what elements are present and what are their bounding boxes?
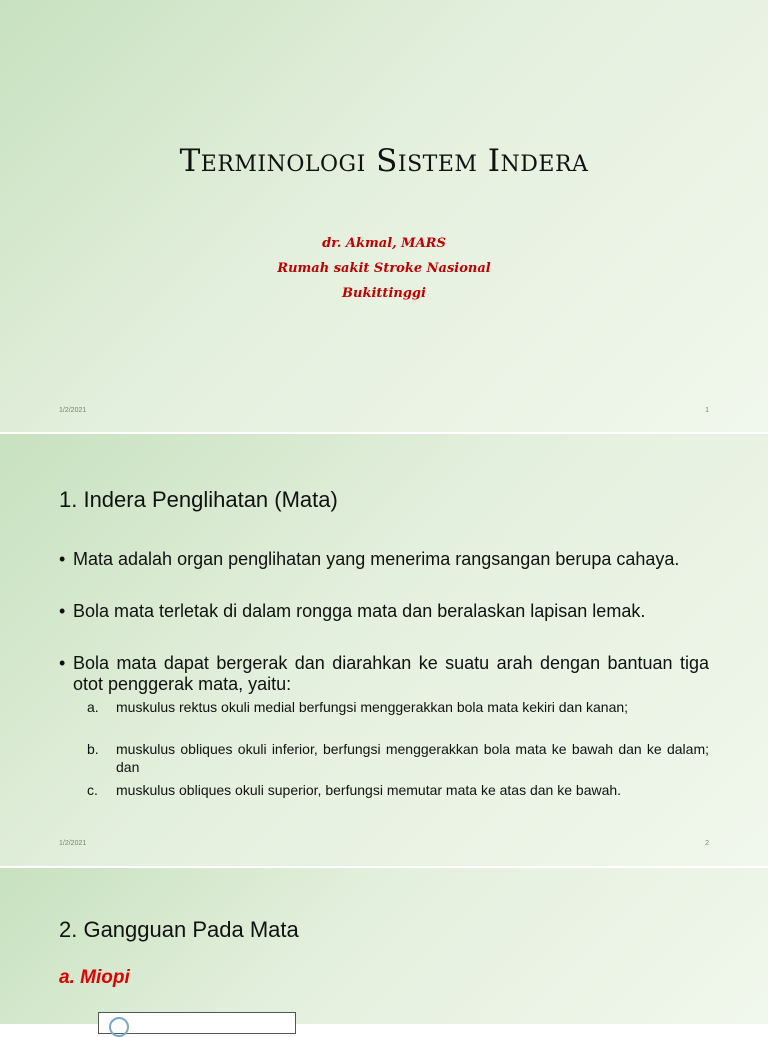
- sub-list-text: muskulus obliques okuli superior, berfungsi memutar mata ke atas dan ke bawah.: [116, 782, 622, 798]
- bullet-item: [59, 601, 709, 622]
- bullet-icon: •: [59, 549, 66, 569]
- bullet-item: [59, 549, 709, 570]
- sub-list-text: muskulus rektus okuli medial berfungsi menggerakkan bola mata kekiri dan kanan;: [116, 699, 629, 715]
- bullet-text: Mata adalah organ penglihatan yang menerima rangsangan berupa cahaya.: [73, 549, 680, 569]
- sub-list-letter: b.: [87, 741, 99, 757]
- slide-1: [0, 0, 768, 432]
- slide-1-author: dr. Akmal, MARS: [322, 236, 446, 251]
- slide-3-title: 2. Gangguan Pada Mata: [59, 917, 299, 942]
- slide-2-date: 1/2/2021: [59, 840, 87, 847]
- bullet-icon: •: [59, 653, 66, 673]
- slide-1-institution: Rumah sakit Stroke Nasional: [277, 261, 491, 276]
- sub-list-letter: c.: [87, 782, 98, 798]
- sub-list-text: muskulus obliques okuli inferior, berfungsi menggerakkan bola mata ke bawah dan ke dalam; dan: [116, 741, 709, 775]
- sub-list-item: [87, 698, 709, 716]
- bullet-item: [59, 653, 709, 695]
- bullet-text: Bola mata terletak di dalam rongga mata dan beralaskan lapisan lemak.: [73, 601, 646, 621]
- slide-2-title: 1. Indera Penglihatan (Mata): [59, 487, 338, 512]
- slide-1-date: 1/2/2021: [59, 407, 87, 414]
- eye-icon: [109, 1017, 129, 1037]
- bullet-text: Bola mata dapat bergerak dan diarahkan ke suatu arah dengan bantuan tiga otot penggerak mata, yaitu:: [73, 653, 709, 694]
- sub-list-item: [87, 740, 709, 776]
- slide-3: [0, 868, 768, 1024]
- slide-3-subtitle: a. Miopi: [59, 967, 130, 988]
- sub-list-item: [87, 781, 709, 799]
- slide-2-page-number: 2: [705, 840, 709, 847]
- bullet-icon: •: [59, 601, 66, 621]
- slide-1-page-number: 1: [705, 407, 709, 414]
- sub-list-letter: a.: [87, 699, 99, 715]
- slide-1-city: Bukittinggi: [342, 286, 426, 301]
- eye-diagram-image: [98, 1012, 296, 1034]
- slide-1-title: Terminologi Sistem Indera: [179, 143, 589, 179]
